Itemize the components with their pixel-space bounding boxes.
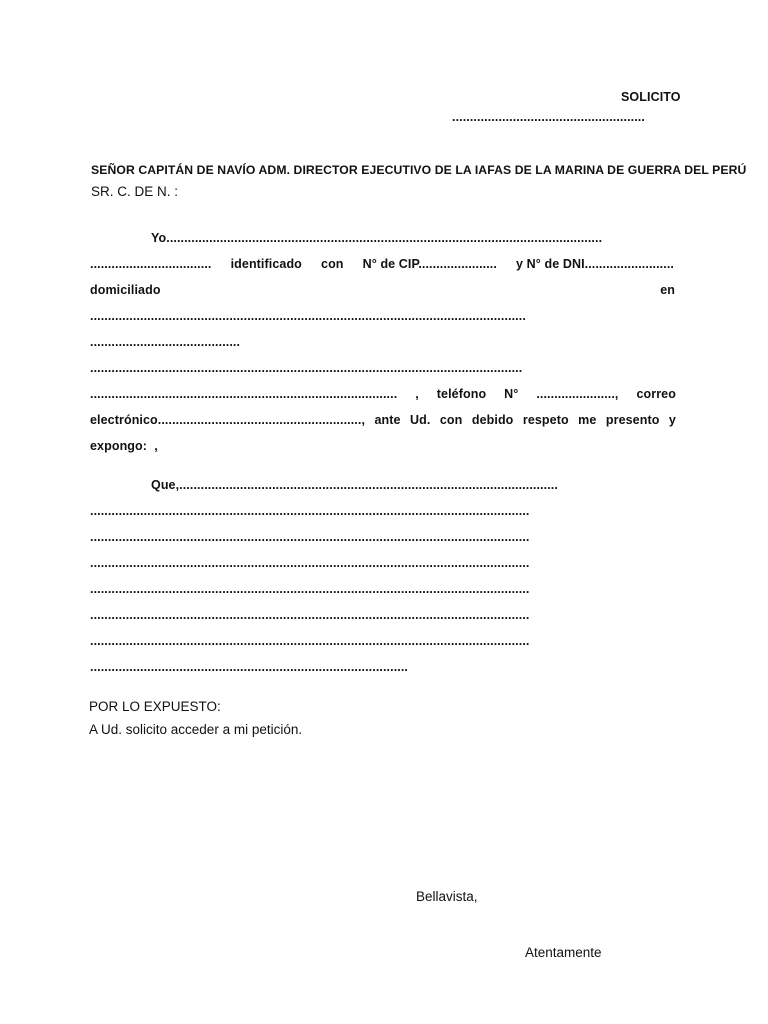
domiciliado-word: domiciliado <box>90 283 161 297</box>
petition-line: A Ud. solicito acceder a mi petición. <box>89 722 303 737</box>
word: con <box>439 413 463 427</box>
por-lo-expuesto: POR LO EXPUESTO: <box>89 699 221 714</box>
comma: , <box>415 387 419 401</box>
correo-blank: electrónico........................................................., <box>90 413 366 427</box>
word: Ud. <box>410 413 431 427</box>
que-blank-6: ........................................................................................................................... <box>90 634 530 648</box>
word: debido <box>471 413 514 427</box>
correo-line <box>90 413 676 427</box>
address-blank-1: .......................................................................................................................... <box>90 309 526 323</box>
word: ante <box>374 413 401 427</box>
telefono-line <box>90 387 676 401</box>
place-bellavista: Bellavista, <box>416 889 478 904</box>
numero-word: N° <box>504 387 519 401</box>
cip-blank: N° de CIP...................... <box>362 257 497 271</box>
word: me <box>578 413 597 427</box>
dni-blank: y N° de DNI......................... <box>516 257 674 271</box>
correo-word: correo <box>636 387 676 401</box>
que-blank-1: ........................................................................................................................... <box>90 504 530 518</box>
addressee-rank: SR. C. DE N. : <box>91 184 179 199</box>
domicilio-line <box>90 283 675 297</box>
que-blank-last: ......................................................................................... <box>90 660 408 674</box>
con-word: con <box>321 257 344 271</box>
solicito-heading: SOLICITO <box>621 90 681 104</box>
address-blank-3: ......................................................................................................................... <box>90 361 523 375</box>
addressee-title: SEÑOR CAPITÁN DE NAVÍO ADM. DIRECTOR EJECUTIVO DE LA IAFAS DE LA MARINA DE GUERRA DEL PERÚ <box>91 163 747 177</box>
telefono-word: teléfono <box>436 387 487 401</box>
en-word: en <box>660 283 675 297</box>
word: y <box>668 413 676 427</box>
telefono-blank: ......................, <box>536 387 619 401</box>
address-blank-2: .......................................... <box>90 335 241 349</box>
word: presento <box>605 413 660 427</box>
que-blank-5: ........................................................................................................................... <box>90 608 530 622</box>
telefono-blank-pre: ...................................................................................... <box>90 387 398 401</box>
que-blank-2: ........................................................................................................................... <box>90 530 530 544</box>
que-line: Que,.......................................................................................................... <box>151 478 558 492</box>
atentamente: Atentamente <box>525 945 602 960</box>
id-line <box>90 257 674 271</box>
que-blank-3: ........................................................................................................................... <box>90 556 530 570</box>
name-blank: .................................. <box>90 257 212 271</box>
expongo-line: expongo: , <box>90 439 158 453</box>
word: respeto <box>522 413 569 427</box>
solicito-blank: ...................................................... <box>452 110 645 124</box>
yo-line: Yo.......................................................................................................................... <box>151 231 603 245</box>
que-blank-4: ........................................................................................................................... <box>90 582 530 596</box>
id-word: identificado <box>230 257 302 271</box>
